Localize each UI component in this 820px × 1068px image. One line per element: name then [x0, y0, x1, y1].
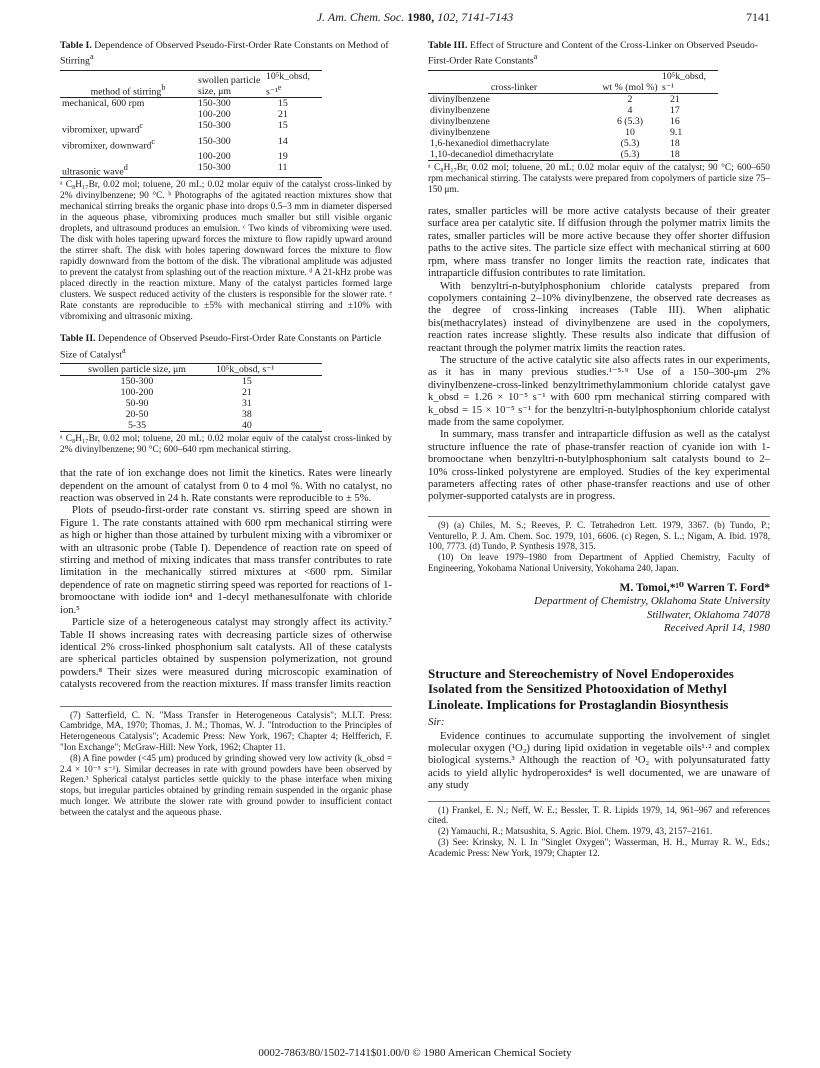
- table3-cell-linker: divinylbenzene: [430, 127, 490, 139]
- table1-cell-size: 150-300: [198, 135, 231, 147]
- table3-footnote: ᵃ C₈H₁₇Br, 0.02 mol; toluene, 20 mL; 0.02 molar equiv of the catalyst; 90 °C; 600–650 rpm mechanical stirring. The catalysts were prepared from copolymers of particle size 75–150 μm.: [428, 163, 770, 196]
- table1-cell-method: [60, 151, 196, 162]
- received-date: Received April 14, 1980: [663, 622, 770, 635]
- reference: (7) Satterfield, C. N. "Mass Transfer in Heterogeneous Catalysis"; M.I.T. Press: Cambridge, MA, 1970; Thomas, J. M.; Thomas, W. J. "Introduction to the Principles of Heterogeneous Catalysis"; Academic Press: New York, 1967; Chapter 4; Helfferich, F. "Ion Exchange"; McGraw-Hill: New York, 1962; Chapter 11.: [60, 709, 392, 752]
- table1-cell-size: 150-300: [198, 98, 231, 110]
- table3-cell-k: 9.1: [670, 127, 683, 139]
- table3-cell-wt: 10: [625, 127, 635, 139]
- reference: (8) A fine powder (<45 μm) produced by grinding showed very low activity (k_obsd = 2.4 × 10⁻⁵ s⁻¹). Similar decreases in rate with ground powders have been observed by Regen.³ Spherical catalyst particles settle quickly to the phase interface when mixing stops, but irregular particles obtained by grinding remain suspended in the organic phase much longer. We attribute the slower rate with ground powder to insufficient contact between the catalyst and the aqueous phase.: [60, 752, 392, 817]
- left-body-text: [60, 468, 392, 691]
- table-row: [60, 151, 322, 162]
- table2-cell-k: 38: [242, 409, 252, 421]
- table-row: [428, 94, 718, 106]
- table3-cell-wt: 2: [627, 94, 633, 106]
- table1-label: Table I.: [60, 40, 92, 51]
- table3-cell-k: 21: [670, 94, 680, 106]
- table-row: [428, 149, 718, 161]
- table-row: [60, 398, 322, 409]
- next-article-body: [428, 731, 770, 793]
- author-city: Stillwater, Oklahoma 74078: [646, 608, 770, 621]
- table2-header-k: 10⁵k_obsd, s⁻¹: [214, 364, 322, 376]
- table1-caption: [60, 40, 392, 67]
- table3-cell-k: 18: [670, 138, 680, 150]
- table3-cell-k: 16: [670, 116, 680, 128]
- table3-caption-text: Effect of Structure and Content of the Cross-Linker on Observed Pseudo-First-Order Rate Constants: [428, 40, 759, 67]
- table-row: [428, 138, 718, 149]
- table3-cell-wt: 4: [627, 105, 633, 117]
- journal-name: J. Am. Chem. Soc.: [316, 10, 405, 24]
- table2-cell-k: 31: [242, 398, 252, 410]
- table-row: [60, 376, 322, 388]
- left-paragraph: Particle size of a heterogeneous catalyst may strongly affect its activity.⁷ Table II shows increasing rates with decreasing particle sizes of otherwise identical 2% cross-linked phosphonium salt catalysts. All of these catalysts are spherical particles obtained by suspension polymerization, not ground powders.⁸ Their sizes were measured during microscopic examination of catalysts recovered from the reaction mixtures. If mass transfer limits reaction: [60, 617, 392, 691]
- next-article-references: [428, 801, 770, 859]
- table3-body: [428, 94, 718, 161]
- table2-body: [60, 376, 322, 432]
- table1-header-size: swollen particle size, μm: [196, 71, 264, 98]
- table2-cell-size: 50-90: [125, 398, 149, 410]
- table3-cell-linker: divinylbenzene: [430, 105, 490, 117]
- table3-cell-wt: (5.3): [620, 138, 640, 150]
- table1-footnote: ᵃ C₈H₁₇Br, 0.02 mol; toluene, 20 mL; 0.02 molar equiv of the catalyst cross-linked by 2% divinylbenzene; 90 °C. ᵇ Photographs of the agitated reaction mixtures show that mechanical stirring breaks the organic phase into drops 0.5–3 mm in diameter dispersed in the aqueous phase, vibromixing produces much smaller but still visible organic droplets, and ultrasound produces an emulsion. ᶜ Two kinds of vibromixing were used. The disk with holes tapering upward forces the mixture to flow rapidly upward around the stirrer shaft. The disk with holes tapering downward forces the mixture to flow rapidly downward from the bottom of the disk. The vibrational amplitude was adjusted to prevent the catalyst from splashing out of the reaction mixture. ᵈ A 21-kHz probe was placed directly in the reaction mixture. Many of the catalyst particles formed large clusters. We suspect reduced activity of the clusters is responsible for the slower rate. ᵉ Rate constants are reproducible to ±5% with mechanical stirring and ±10% with vibromixing and ultrasonic mixing.: [60, 180, 392, 323]
- author-block: [428, 582, 770, 636]
- table2-cell-size: 5-35: [128, 420, 146, 432]
- table3-caption-sup: a: [533, 52, 538, 62]
- table2: [60, 363, 322, 432]
- table1-cell-k: 21: [278, 109, 288, 121]
- table1-cell-k: 15: [278, 98, 288, 110]
- table-row: [60, 420, 322, 432]
- table1-cell-k: 14: [278, 135, 288, 147]
- table3-label: Table III.: [428, 40, 468, 51]
- table1-cell-size: 100-200: [198, 150, 231, 162]
- table1: [60, 70, 322, 178]
- table2-label: Table II.: [60, 333, 96, 345]
- table2-header-size: swollen particle size, μm: [60, 364, 214, 376]
- table3-header-k: 10⁵k_obsd, s⁻¹: [660, 71, 718, 94]
- page-footer: 0002-7863/80/1502-7141$01.00/0 © 1980 American Chemical Society: [258, 1047, 572, 1059]
- table2-cell-size: 100-200: [120, 387, 154, 399]
- table3-cell-k: 17: [670, 105, 680, 117]
- reference: (3) See: Krinsky, N. I. In "Singlet Oxygen"; Wasserman, H. H., Murray R. W., Eds.; Academic Press: New York, 1979; Chapter 12.: [428, 836, 770, 858]
- table2-cell-k: 15: [242, 376, 252, 388]
- table2-cell-k: 40: [242, 420, 252, 432]
- table1-caption-text: Dependence of Observed Pseudo-First-Order Rate Constants on Method of Stirring: [60, 40, 389, 67]
- table-row: [60, 136, 322, 151]
- table2-caption-text: Dependence of Observed Pseudo-First-Order Rate Constants on Particle Size of Catalyst: [60, 333, 382, 360]
- table1-caption-sup: a: [89, 52, 94, 62]
- table3-cell-wt: (5.3): [620, 149, 640, 161]
- reference: (2) Yamauchi, R.; Matsushita, S. Agric. Biol. Chem. 1979, 43, 2157–2161.: [438, 826, 713, 837]
- table2-caption-sup: a: [122, 345, 126, 355]
- table-row: [428, 105, 718, 116]
- table1-cell-size: 150-300: [198, 161, 231, 173]
- table1-cell-method: mechanical, 600 rpm: [62, 98, 145, 110]
- table3-header-linker: cross-linker: [428, 71, 600, 94]
- table1-cell-size: 150-300: [198, 120, 231, 132]
- author-names: M. Tomoi,*¹⁰ Warren T. Ford*: [619, 581, 770, 594]
- right-body-text: [428, 206, 770, 504]
- right-paragraph: rates, smaller particles will be more active catalysts because of their greater surface area per catalytic site. If diffusion through the polymer matrix limits the rates, smaller particles will be more active because they offer shorter diffusion paths to the active sites. The particle size effect with mechanical stirring at 600 rpm, where mass transfer no longer limits the reaction rate, indicates that intraparticle diffusion contributes to rate limitation.: [428, 206, 770, 280]
- table3-header-wt: wt % (mol %): [600, 71, 660, 94]
- journal-pages: 7141-7143: [461, 10, 514, 24]
- next-article-paragraph: Evidence continues to accumulate supporting the involvement of singlet molecular oxygen (¹O₂) during lipid oxidation in vegetable oils¹·² and complex biological systems.³ Although the reaction of ¹O₂ with polyunsaturated fatty acids to yield allylic hydroperoxides⁴ is well documented, we are unaware of any study: [428, 730, 770, 792]
- next-article-salutation: Sir:: [428, 716, 445, 729]
- right-paragraph: With benzyltri-n-butylphosphonium chloride catalysts prepared from copolymers containing 2–10% divinylbenzene, the observed rate decreases as the degree of cross-linking increases (Table III). When aliphatic bis(methacrylates) instead of divinylbenzene are used in the copolymers, reaction rates increase slightly. These results also indicate that diffusion of reactant through the polymer matrix limits the reaction rates.: [428, 280, 770, 354]
- table-row: [60, 387, 322, 398]
- table-row: [60, 120, 322, 135]
- right-column: [428, 40, 770, 859]
- table3-caption: [428, 40, 770, 67]
- reference: (9) (a) Chiles, M. S.; Reeves, P. C. Tetrahedron Lett. 1979, 3367. (b) Tundo, P.; Venturello, P. J. Am. Chem. Soc. 1979, 101, 6606. (c) Regen, S. L.; Nigam, A. Ibid. 1978, 100, 7773. (d) Tundo, P. Synthesis 1978, 315.: [428, 519, 770, 552]
- table2-cell-size: 20-50: [125, 409, 149, 421]
- next-article-title: Structure and Stereochemistry of Novel Endoperoxides Isolated from the Sensitized Photooxidation of Methyl Linoleate. Implications for Prostaglandin Biosynthesis: [428, 665, 734, 712]
- running-header: [60, 10, 770, 28]
- right-paragraph: In summary, mass transfer and intraparticle diffusion as well as the catalyst structure influence the rate of phase-transfer reaction of cyanide ion with 1-bromooctane when benzyltri-n-butylphosphonium salt catalysts bound to 2–10% cross-linked polystyrene are employed. Studies of the key experimental parameters affecting rates of other phase-transfer reactions and use of other polymer-supported catalysts are in progress.: [428, 429, 770, 503]
- left-paragraph: Plots of pseudo-first-order rate constant vs. stirring speed are shown in Figure 1. The rate constants attained with 600 rpm mechanical stirring were as high or higher than those attained by turbulent mixing with a vibromixer or with an ultrasonic probe (Table I). Dependence of reaction rate on speed of stirring and method of mixing indicates that mass transfer contributes to rate limitation in the mechanically stirred mixtures at <600 rpm. Similar dependence of rate on magnetic stirring speed was reported for reactions of 1-bromooctane with iodide ion⁴ and 1-decyl methanesulfonate with chloride ion.⁵: [60, 505, 392, 616]
- table-row: [60, 162, 322, 178]
- table1-cell-k: 15: [278, 120, 288, 132]
- table-row: [60, 109, 322, 120]
- left-paragraph: that the rate of ion exchange does not limit the kinetics. Rates were linearly dependent on the amount of catalyst from 0 to 4 mol %. With no catalyst, no reaction was observed in 24 h. Rate constants were reproducible to ± 5%.: [60, 468, 392, 505]
- table2-cell-k: 21: [242, 387, 252, 399]
- author-department: Department of Chemistry, Oklahoma State University: [534, 595, 770, 608]
- table1-header-k: 10⁵k_obsd, s⁻¹$^e$: [264, 71, 322, 98]
- journal-citation: [60, 10, 770, 25]
- left-references: [60, 706, 392, 818]
- journal-volume: 102,: [437, 10, 459, 24]
- table1-cell-method: vibromixer, upward$^c$: [62, 121, 144, 136]
- table2-cell-size: 150-300: [120, 376, 154, 388]
- table3-cell-wt: 6 (5.3): [616, 116, 644, 128]
- left-column: [60, 40, 392, 818]
- table3-cell-linker: 1,6-hexanediol dimethacrylate: [430, 138, 550, 150]
- table1-cell-method: vibromixer, downward$^c$: [62, 136, 156, 151]
- table3: [428, 70, 718, 161]
- journal-year: 1980,: [407, 10, 435, 24]
- table3-cell-linker: 1,10-decanediol dimethacrylate: [430, 149, 554, 161]
- table1-cell-k: 19: [278, 150, 288, 162]
- table-row: [60, 409, 322, 420]
- table-row: [60, 98, 322, 110]
- next-article: [428, 666, 770, 859]
- right-paragraph: The structure of the active catalytic site also affects rates in our experiments, as it has in many previous studies.¹⁻⁵·⁹ Use of a 150–300-μm 2% divinylbenzene-cross-linked benzyltrimethylammonium chloride catalyst gave k_obsd = 1.26 × 10⁻⁵ s⁻¹ with 600 rpm mechanical stirring compared with k_obsd = 15 × 10⁻⁵ s⁻¹ for the benzyltri-n-butylphosphonium chloride catalyst made from the same copolymer.: [428, 354, 770, 428]
- table1-body: [60, 98, 322, 178]
- table3-cell-k: 18: [670, 149, 680, 161]
- table-row: [428, 127, 718, 138]
- table3-cell-linker: divinylbenzene: [430, 116, 490, 128]
- page-number: 7141: [746, 10, 770, 24]
- table1-cell-method: ultrasonic wave$^d$: [62, 162, 128, 178]
- reference: (1) Frankel, E. N.; Neff, W. E.; Bessler, T. R. Lipids 1979, 14, 961–967 and references cited.: [428, 804, 770, 826]
- table1-cell-method: [60, 109, 196, 120]
- table1-cell-size: 100-200: [198, 109, 231, 121]
- table1-header-method: method of stirring$^b$: [60, 71, 196, 98]
- right-references: [428, 516, 770, 574]
- table2-caption: [60, 333, 392, 360]
- table1-cell-k: 11: [278, 161, 288, 173]
- table2-footnote: ᵃ C₈H₁₇Br, 0.02 mol; toluene, 20 mL; 0.02 molar equiv of the catalyst cross-linked by 2% divinylbenzene; 90 °C; 600–640 rpm mechanical stirring.: [60, 434, 392, 456]
- table-row: [428, 116, 718, 127]
- reference: (10) On leave 1979–1980 from Department of Applied Chemistry, Faculty of Engineering, Yokohama National University, Yokohama 240, Japan.: [428, 552, 770, 574]
- table3-cell-linker: divinylbenzene: [430, 94, 490, 106]
